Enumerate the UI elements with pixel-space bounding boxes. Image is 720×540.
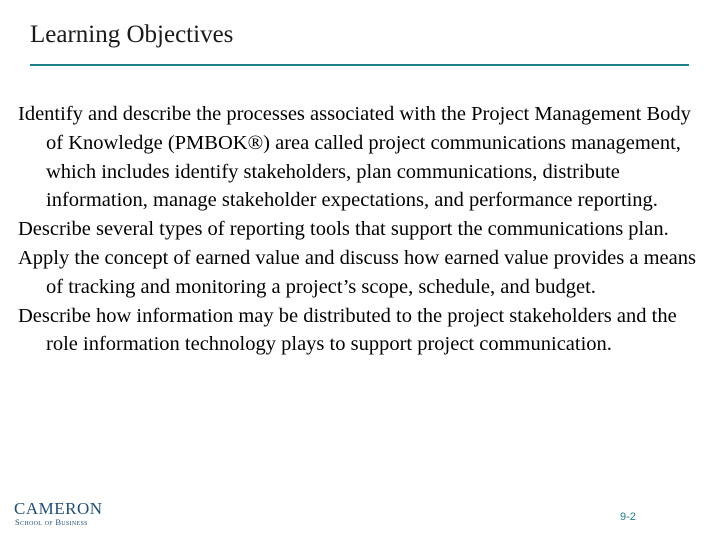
objectives-list: [18, 100, 703, 359]
cameron-school-of-business-logo: [14, 500, 104, 530]
objective-item: Identify and describe the processes associated with the Project Management Body of Knowledge (PMBOK®) area called project communications management, which includes identify stakeholders, plan communications, distribute information, manage stakeholder expectations, and performance reporting.: [18, 103, 691, 212]
title-divider: [30, 64, 689, 66]
page-number: 9-2: [620, 511, 636, 523]
logo-subtitle: School of Business: [15, 517, 88, 527]
logo-name: CAMERON: [14, 499, 103, 518]
objective-item: Describe several types of reporting tools that support the communications plan.: [18, 218, 669, 241]
objective-item: Apply the concept of earned value and discuss how earned value provides a means of tracking and monitoring a project’s scope, schedule, and budget.: [18, 246, 696, 298]
slide-title: Learning Objectives: [30, 21, 234, 48]
objective-item: Describe how information may be distributed to the project stakeholders and the role information technology plays to support project communication.: [18, 304, 677, 356]
